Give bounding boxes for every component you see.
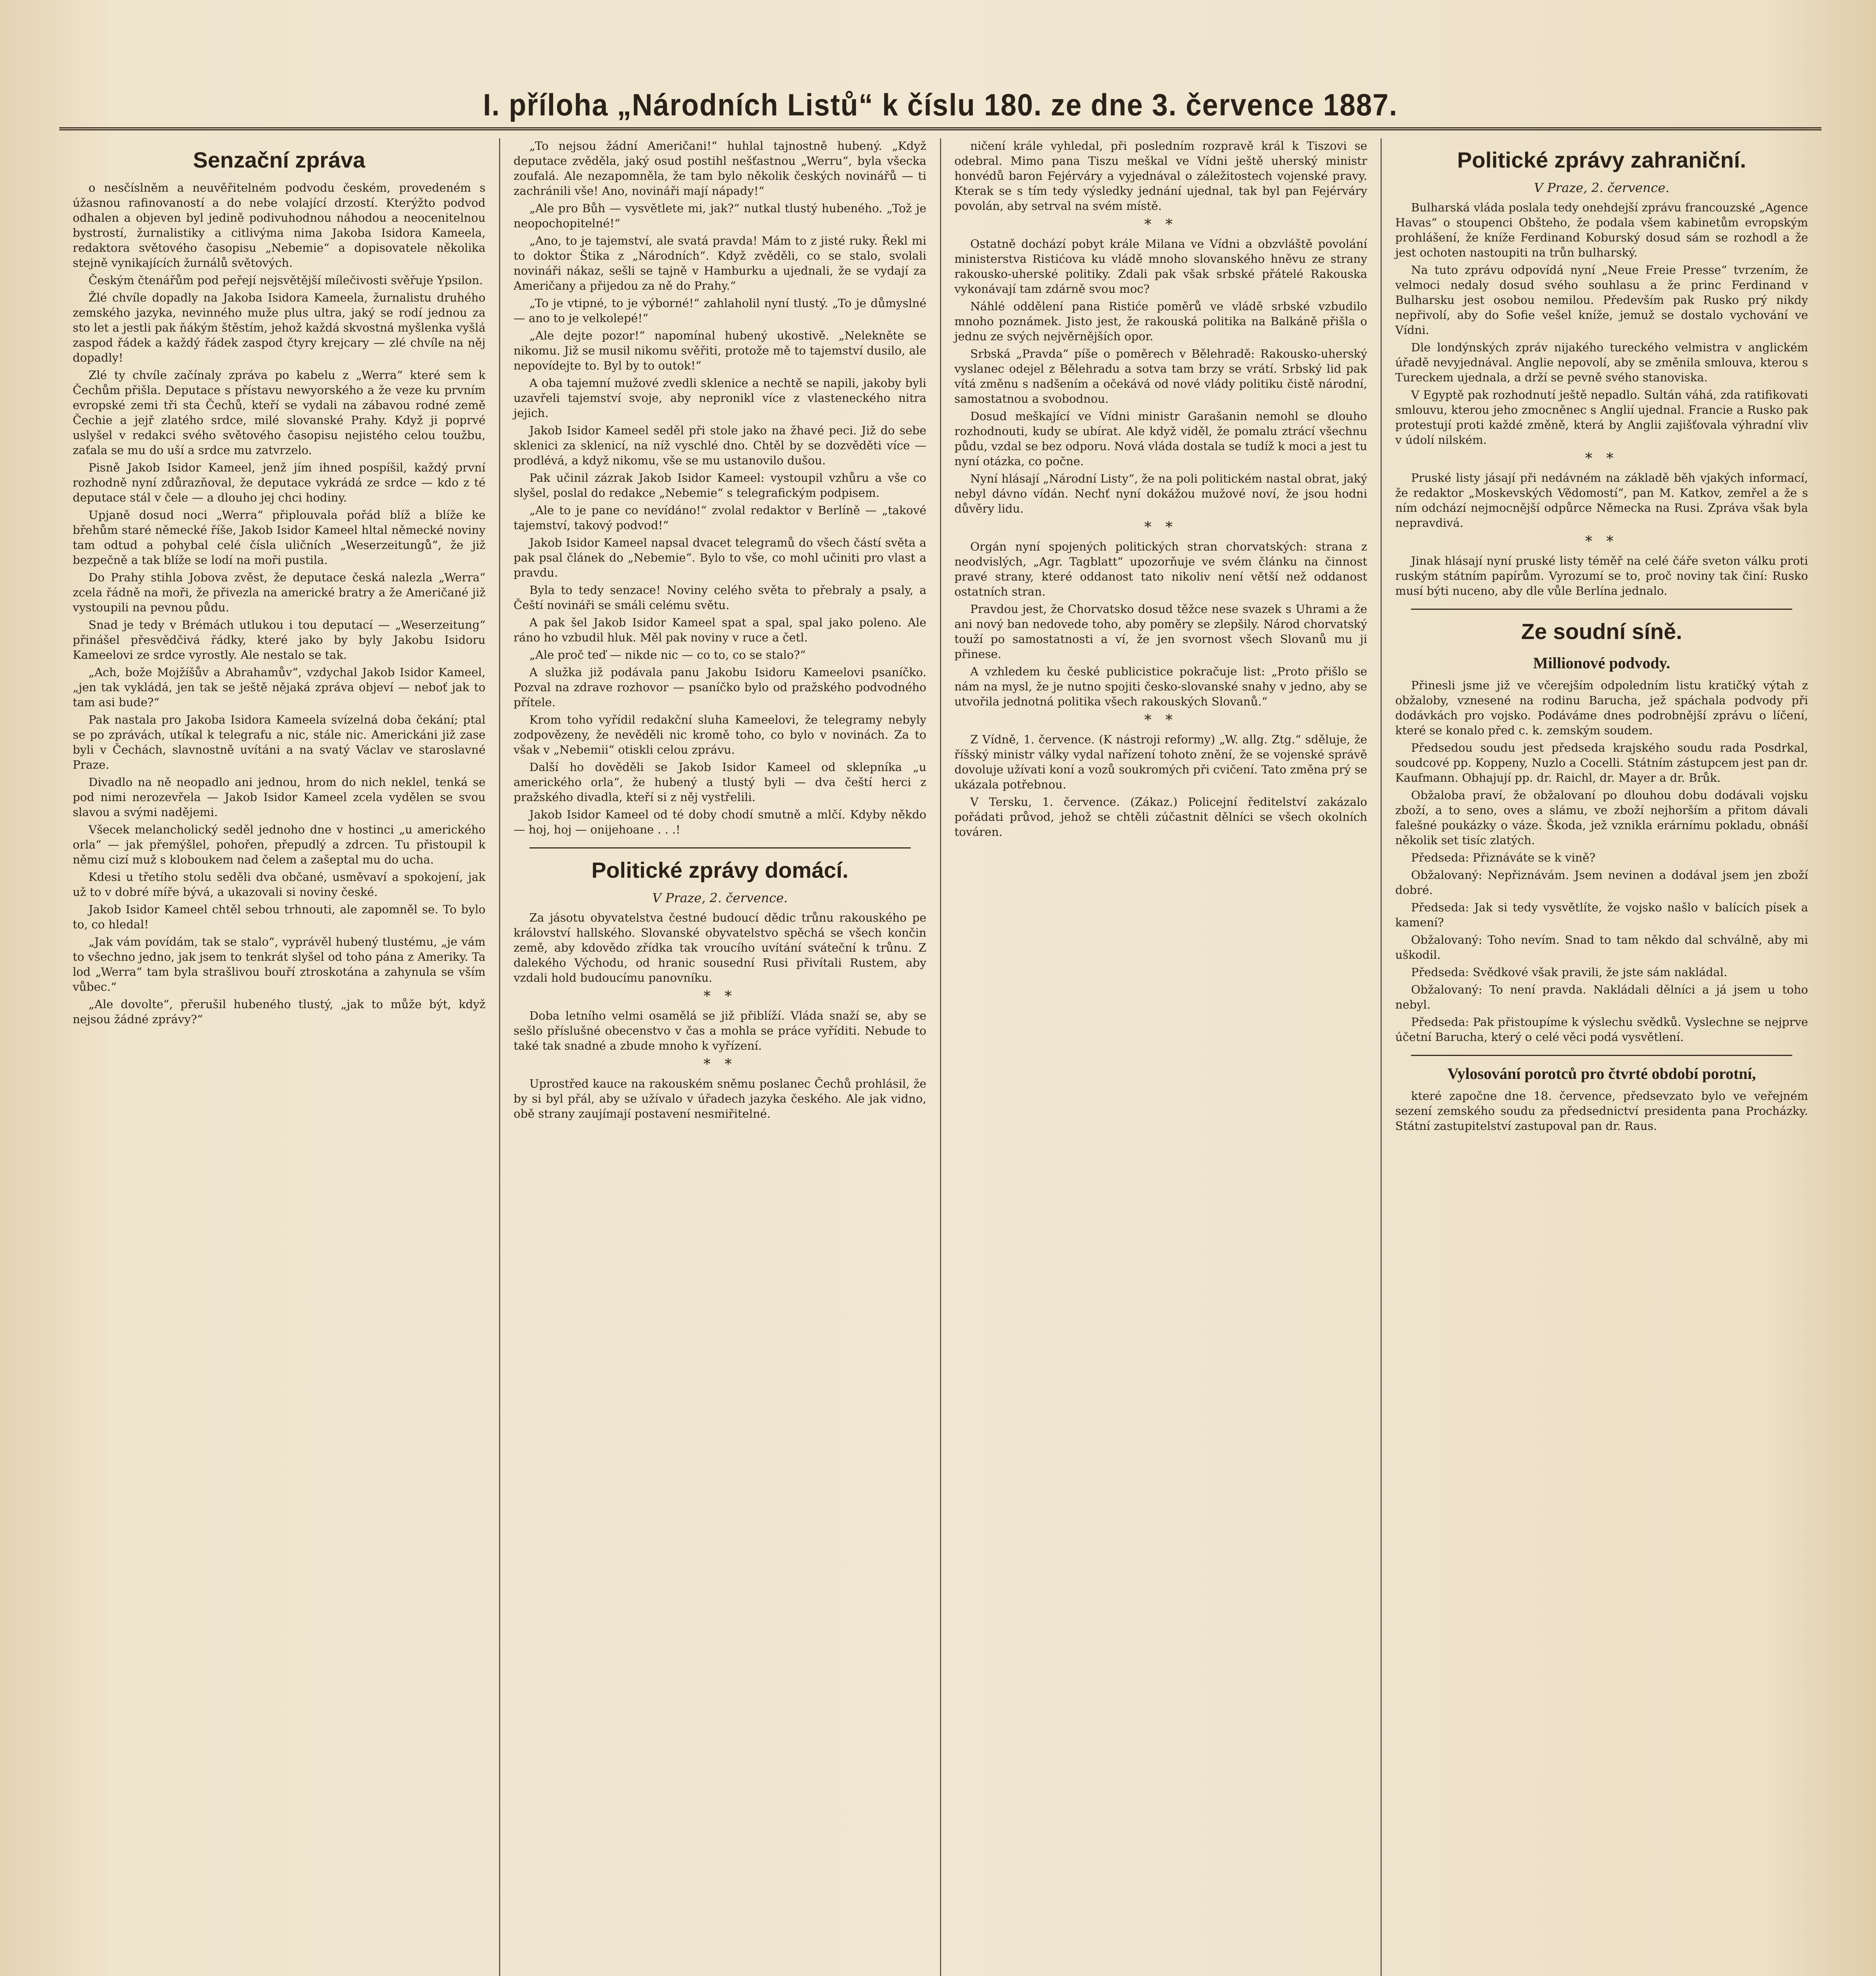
column-3 xyxy=(941,138,1382,1976)
paragraph: Pravdou jest, že Chorvatsko dosud těžce nese svazek s Uhrami a že ani nový ban nedovede toho, aby poměry se zlepšily. Národ chorvatský touží po samostatnosti a ví, že jen svornost všech Slovanů mu ji přinese. xyxy=(954,602,1367,661)
column-1-heading: Senzační zpráva xyxy=(193,147,365,172)
paragraph: Kdesi u třetího stolu seděli dva občané, usměvaví a spokojení, jak už to v dobré míře bývá, a ukazovali si noviny české. xyxy=(73,870,486,899)
paragraph: „Ale dejte pozor!“ napomínal hubený ukostivě. „Nelekněte se nikomu. Již se musil nikomu svěřiti, protože mě to tajemství dusilo, ale nepovídejte to. Byl by to outok!“ xyxy=(513,329,927,372)
section-divider-stars: * * xyxy=(703,988,736,1005)
paragraph: „To je vtipné, to je výborné!“ zahlaholil nyní tlustý. „To je důmyslné — ano to je velkolepé!“ xyxy=(513,296,927,325)
paragraph: o nesčíslněm a neuvěřitelném podvodu českém, provedeném s úžasnou rafinovaností a do nebe volající drzostí. Kterýžto podvod odhalen a objeven byl jedině podivuhodnou náhodou a neocenitelnou bystrostí, žurnalistiky a citlivýma nima Jakoba Isidora Kameela, redaktora světového časopisu „Nebemie“ a dopisovatele několika stejně vynikajících žurnálů světových. xyxy=(73,181,486,270)
paragraph: „Ale pro Bůh — vysvětlete mi, jak?“ nutkal tlustý hubeného. „Tož je neopochopitelné!“ xyxy=(513,202,927,230)
paragraph: Předseda: Pak přistoupíme k výslechu svědků. Vyslechne se nejprve účetní Barucha, který o celé věci podá vysvětlení. xyxy=(1395,1015,1808,1044)
section-divider-stars: * * xyxy=(1144,519,1177,535)
paragraph: A služka již podávala panu Jakobu Isidoru Kameelovi psaníčko. Pozval na zdrave rozhovor — psaníčko bylo od pražského podvodného přítele. xyxy=(513,666,927,709)
paragraph: Obžalovaný: Nepřiznávám. Jsem nevinen a dodával jsem jen zboží dobré. xyxy=(1395,868,1808,897)
paragraph: které započne dne 18. července, předsevzato bylo ve veřejném sezení zemského soudu za předsednictví presidenta pana Procházky. Státní zastupitelství zastupoval pan dr. Raus. xyxy=(1395,1089,1808,1133)
paragraph: Snad je tedy v Brémách utlukou i tou deputací — „Weserzeitung“ přinášel přesvědčivá řádky, které jako by byly Jakobu Isidoru Kameelovi ze srdce vyrostly. Ale nestalo se tak. xyxy=(73,618,486,662)
column-4-section3-heading: Vylosování porotců pro čtvrté období porotní, xyxy=(1447,1065,1756,1082)
paragraph: Obžalovaný: Toho nevím. Snad to tam někdo dal schválně, aby mi uškodil. xyxy=(1395,933,1808,962)
paragraph: Uprostřed kauce na rakouském sněmu poslanec Čechů prohlásil, že by si byl přál, aby se užívalo v úřadech jazyka českého. Ale jak vidno, obě strany zaujímají postavení nesmiřitelné. xyxy=(513,1077,927,1120)
paragraph: Byla to tedy senzace! Noviny celého světa to přebraly a psaly, a Čeští novináři se smáli celému světu. xyxy=(513,583,927,612)
paragraph: Jakob Isidor Kameel chtěl sebou trhnouti, ale zapomněl se. To bylo to, co hledal! xyxy=(73,903,486,931)
dateline: V Praze, 2. července. xyxy=(1534,180,1670,195)
paragraph: A pak šel Jakob Isidor Kameel spat a spal, spal jako poleno. Ale ráno ho vzbudil hluk. Měl pak noviny v ruce a četl. xyxy=(513,616,927,644)
paragraph: „Ach, bože Mojžíšův a Abrahamův“, vzdychal Jakob Isidor Kameel, „jen tak vykládá, jen tak se ještě nějaká zpráva objeví — neboť jak to tam asi bude?“ xyxy=(73,666,486,709)
section-divider-stars: * * xyxy=(1585,451,1618,467)
paragraph: Zlé ty chvíle začínaly zpráva po kabelu z „Werra“ které sem k Čechům přišla. Deputace s přístavu newyorského a že veze ku prvním evropské zemi tři sta Čechů, kteří se vydali na zábavou rodné země Čechie a jejř zlatého srdce, milé slovanské Prahy. Když ji poprvé uslyšel v redakci svého světového časopisu nejistého celou toužbu, zaťala se mu do uší a srdce mu zatvrzelo. xyxy=(73,368,486,457)
paragraph: V Egyptě pak rozhodnutí ještě nepadlo. Sultán váhá, zda ratifikovati smlouvu, kterou jeho zmocněnec s Anglií ujednal. Francie a Rusko pak protestují proti každé změně, která by Anglii zajišťovala výhradní vliv v údolí nilském. xyxy=(1395,388,1808,447)
paragraph: Dosud meškající ve Vídni ministr Garašanin nemohl se dlouho rozhodnouti, kudy se ubírat. Ale když viděl, že pomalu ztrácí všechnu půdu, vzdal se bez odporu. Nová vláda dostala se tudíž k moci a jest tu nyní otázka, co počne. xyxy=(954,409,1367,468)
paragraph: V Tersku, 1. července. (Zákaz.) Policejní ředitelství zakázalo pořádati průvod, jehož se chtěli zúčastnit dělníci se všech okolních továren. xyxy=(954,795,1367,839)
column-1 xyxy=(59,138,500,1976)
paragraph: Krom toho vyřídil redakční sluha Kameelovi, že telegramy nebyly zodpovězeny, že nevěděli nic kromě toho, co bylo v novinách. Za to však v „Nebemii“ otiskli celou zprávu. xyxy=(513,713,927,756)
paragraph: Jakob Isidor Kameel od té doby chodí smutně a mlčí. Kdyby někdo — hoj, hoj — onijehoane . . .! xyxy=(513,808,927,836)
section-divider-stars: * * xyxy=(703,1056,736,1073)
paragraph: Obžaloba praví, že obžalovaní po dlouhou dobu dodávali vojsku zboží, a to seno, oves a slámu, ve zboží nejhorším a přitom dávali falešné poukázky o váze. Škoda, jež vznikla erárnímu pokladu, obnáší několik set tisíc zlatých. xyxy=(1395,788,1808,847)
paragraph: Obžalovaný: To není pravda. Nakládali dělníci a já jsem u toho nebyl. xyxy=(1395,983,1808,1011)
paragraph: Do Prahy stihla Jobova zvěst, že deputace česká nalezla „Werra“ zcela řádně na moři, že přivezla na americké bratry a že Američané již vystoupili na pevnou půdu. xyxy=(73,571,486,614)
header-rule xyxy=(59,127,1821,130)
section-divider-stars: * * xyxy=(1144,712,1177,728)
column-4-section-heading: Ze soudní síně. xyxy=(1521,619,1682,644)
paragraph: Přinesli jsme již ve včerejším odpoledním listu kratičký výtah z obžaloby, vznesené na rodinu Barucha, jež spáchala podvody při dodávkách pro vojsko. Podáváme dnes podrobnější zprávu o líčení, které se konalo před c. k. zemským soudem. xyxy=(1395,679,1808,737)
paragraph: Upjaně dosud noci „Werra“ připlouvala pořád blíž a blíže ke břehům staré německé říše, Jakob Isidor Kameel hltal německé noviny tam odtud a pohybal celé čísla uličních „Weserzeitungů“, že již bezpečně a tak blíže se lodí na moři pustila. xyxy=(73,508,486,567)
paragraph: Jakob Isidor Kameel napsal dvacet telegramů do všech částí světa a pak psal článek do „Nebemie“. Bylo to vše, co mohl učiniti pro vlast a pravdu. xyxy=(513,536,927,579)
paragraph: Předsedou soudu jest předseda krajského soudu rada Posdrkal, soudcové pp. Koppeny, Nuzlo a Cocelli. Státním zástupcem jest pan dr. Kaufmann. Obhajují pp. dr. Raichl, dr. Mayer a dr. Brůk. xyxy=(1395,741,1808,784)
paragraph: A oba tajemní mužové zvedli sklenice a nechtě se napili, jakoby byli uzavřeli tajemství svoje, aby nepronikl více z vlasteneckého nitra jejich. xyxy=(513,376,927,420)
paragraph: Českým čtenářům pod peřejí nejsvětější mílečivosti svěřuje Ypsilon. xyxy=(89,273,483,287)
paragraph: Jakob Isidor Kameel seděl při stole jako na žhavé peci. Již do sebe sklenici za sklenicí, na níž vyschlé dno. Chtěl by se dozvěděti více — prodlévá, a když nikomu, vše se mu ustanovilo dušou. xyxy=(513,424,927,467)
columns xyxy=(59,138,1821,1976)
paragraph: Žlé chvíle dopadly na Jakoba Isidora Kameela, žurnalistu druhého zemského jazyka, nevinného muže plus ultra, jaký se rodí jednou za sto let a jestli pak ňákým štěstím, jehož každá skvostná myšlenka vyšlá zaspod řádek a každý řádek zaspod čtyry krejcary — zlé chvíle na něj dopadly! xyxy=(73,291,486,364)
paragraph: ničení krále vyhledal, při posledním rozpravě král k Tiszovi se odebral. Mimo pana Tiszu meškal ve Vídni ještě uherský ministr honvédů baron Fejérváry a vyjednával o záležitostech vojenské pravy. Kterak se s tím tedy výsledky jednání ujednal, tak byl pan Fejérváry povolán, aby setrval na svém místě. xyxy=(954,139,1367,213)
paragraph: Předseda: Jak si tedy vysvětlíte, že vojsko našlo v balících písek a kamení? xyxy=(1395,901,1808,929)
paragraph: Nyní hlásají „Národní Listy“, že na poli politickém nastal obrat, jaký nebyl dávno vídán. Nechť nyní dokážou mužové noví, že jsou hodni důvěry lidu. xyxy=(954,472,1367,515)
paragraph: „To nejsou žádní Američani!“ huhlal tajnostně hubený. „Když deputace zvěděla, jaký osud postihl nešťastnou „Werru“, byla všecka zoufalá. Ale nezapomněla, že tam bylo několik českých novinářů — ti zachránili vše! Ano, novináři mají nápady!“ xyxy=(513,139,927,198)
column-4-body xyxy=(1395,200,1808,598)
paragraph: Předseda: Přiznáváte se k vině? xyxy=(1411,851,1595,864)
paragraph: Za jásotu obyvatelstva čestné budoucí dědic trůnu rakouského pe království hallského. Slovanské obyvatelstvo spěchá se všech končin země, aby kdovědo zřídka tak vroucího uvítání sváteční k trůnu. Z dalekého Východu, od hranic sousední Rusi přivítali Rustem, aby vzdali hold budoucímu panovníku. xyxy=(513,911,927,984)
section-separator xyxy=(1411,609,1792,610)
column-1-body xyxy=(73,180,486,1027)
column-2-body xyxy=(514,138,927,837)
dateline: V Praze, 2. července. xyxy=(652,890,788,905)
paragraph: Orgán nyní spojených politických stran chorvatských: strana z neodvislých, „Agr. Tagblatt“ upozorňuje ve svém článku na činnost pravé strany, které oddanost tato nikoliv není větší než oddanost ostatních stran. xyxy=(954,540,1367,598)
paragraph: A vzhledem ku české publicistice pokračuje list: „Proto přišlo se nám na mysl, že je nutno spojiti česko-slovanské snahy v jedno, aby se utvořila jednotná politika všech rakouských Slovanů.“ xyxy=(954,665,1367,708)
paragraph: Z Vídně, 1. července. (K nástroji reformy) „W. allg. Ztg.“ sděluje, že říšský ministr války vydal nařízení tohoto znění, že se vojenské správě dovoluje užívati koní a vozů soukromých při cvičení. Tato změna prý se ukázala potřebnou. xyxy=(954,733,1367,791)
paragraph: Dle londýnských zpráv nijakého tureckého velmistra v anglickém úřadě nevyjednával. Anglie nepovolí, aby se změnila smlouva, kterou s Tureckem ujednala, a drží se pevně svého stanoviska. xyxy=(1395,341,1808,384)
paragraph: „Jak vám povídám, tak se stalo“, vyprávěl hubený tlustému, „je vám to všechno jedno, jak jsem to tenkrát slyšel od toho pána z Ameriky. Ta lod „Werra“ tam byla strašlivou bouří ztroskotána a zahynula se vším vůbec.“ xyxy=(73,935,486,994)
paragraph: Pak nastala pro Jakoba Isidora Kameela svízelná doba čekání; ptal se po zprávách, utíkal k telegrafu a nic, stále nic. Americkáni již zase byli v Čechách, slavnostně uvítáni a na svatý Václav ve staroslavné Praze. xyxy=(73,713,486,771)
page-title: I. příloha „Národních Listů“ k číslu 180. ze dne 3. července 1887. xyxy=(483,87,1398,122)
column-4-subheading: Millionové podvody. xyxy=(1533,654,1670,672)
paragraph: Na tuto zprávu odpovídá nyní „Neue Freie Presse“ tvrzením, že velmoci nedaly dosud svého souhlasu a že princ Ferdinand v Bulharsku jest osobou nemilou. Především pak Rusko prý nikdy nepřivolí, aby do Sofie vešel kníže, jemuž se dostalo vychování ve Vídni. xyxy=(1395,263,1808,337)
paragraph: Bulharská vláda poslala tedy onehdejší zprávu francouzské „Agence Havas“ o stoupenci Obšteho, že podala všem kabinetům evropským prohlášení, že kníže Ferdinand Koburský dosud sám se rozhodl a že jest ochoten nastoupiti na trůn bulharský. xyxy=(1395,201,1808,259)
column-4-heading: Politické zprávy zahraniční. xyxy=(1457,147,1746,172)
paragraph: Náhlé oddělení pana Ristiće poměrů ve vládě srbské vzbudilo mnoho poznámek. Jisto jest, že rakouská politika na Balkáně přišla o jednu ze svých nejvěrnějších opor. xyxy=(954,300,1367,343)
paragraph: Ostatně dochází pobyt krále Milana ve Vídni a obzvláště povolání ministerstva Ristićova ku vládě mnoho slovanského hněvu ze strany rakousko-uherské politiky. Zdali pak však srbské přátelé Rakouska vykonávají tam zdárně svou moc? xyxy=(954,237,1367,296)
paragraph: „Ale dovolte“, přerušil hubeného tlustý, „jak to může být, když nejsou žádné zprávy?“ xyxy=(73,997,486,1026)
section-divider-stars: * * xyxy=(1585,534,1618,550)
paragraph: „Ano, to je tajemství, ale svatá pravda! Mám to z jisté ruky. Řekl mi to doktor Štika z „Národních“. Když zvěděli, co se stalo, svolali novináři nákaz, sešli se tajně v Hamburku a ujednali, že se vydají za Američany a přijedou za ně do Prahy.“ xyxy=(513,234,927,292)
paragraph: Pisně Jakob Isidor Kameel, jenž jím ihned pospíšil, každý první rozhodně nyní zdůrazňoval, že deputace vykrádá ze srdce — kdo z té deputace stál v čele — a dlouho jej chci hodiny. xyxy=(73,461,486,504)
column-2 xyxy=(500,138,941,1976)
column-2-section-heading: Politické zprávy domácí. xyxy=(591,858,849,882)
section-separator xyxy=(529,847,911,848)
page-header xyxy=(59,83,1821,126)
column-3-body xyxy=(955,138,1367,839)
paragraph: „Ale proč teď — nikde nic — co to, co se stalo?“ xyxy=(529,648,806,662)
paragraph: Předseda: Svědkové však pravili, že jste sám nakládal. xyxy=(1411,965,1727,979)
paragraph: Další ho dověděli se Jakob Isidor Kameel od sklepníka „u amerického orla“, že hubený a tlustý byli — dva čeští herci z pražského divadla, kteří si z něj vystřelili. xyxy=(513,760,927,804)
paragraph: Všecek melancholický seděl jednoho dne v hostinci „u amerického orla“ — jak přemýšlel, pohořen, přepudlý a zdrcen. Tu přistoupil k němu cizí muž s kloboukem nad čelem a zašeptal mu do ucha. xyxy=(73,823,486,866)
paragraph: Pak učinil zázrak Jakob Isidor Kameel: vystoupil vzhůru a vše co slyšel, poslal do redakce „Nebemie“ s telegrafickým podpisem. xyxy=(513,471,927,500)
paragraph: Jinak hlásají nyní pruské listy téměř na celé čáře sveton válku proti ruským státním papírům. Vyrozumí se to, proč noviny tak činí: Rusko musí býti nuceno, aby dle vůle Berlína jednalo. xyxy=(1395,554,1808,598)
paragraph: Doba letního velmi osamělá se již přiblíží. Vláda snaží se, aby se sešlo příslušné obecenstvo v čas a mohla se práce vyříditi. Nebude to také tak snadné a zbude mnoho k vyřízení. xyxy=(513,1009,927,1052)
column-4 xyxy=(1382,138,1821,1976)
paragraph: „Ale to je pane co nevídáno!“ zvolal redaktor v Berlíně — „takové tajemství, takový podvod!“ xyxy=(513,503,927,532)
paragraph: Divadlo na ně neopadlo ani jednou, hrom do nich neklel, tenká se pod nimi nerozevřela — Jakob Isidor Kameel zcela vydělen se svou slavou a svými nadějemi. xyxy=(73,775,486,819)
section-divider-stars: * * xyxy=(1144,217,1177,233)
section-separator xyxy=(1411,1055,1792,1056)
paragraph: Srbská „Pravda“ píše o poměrech v Bělehradě: Rakousko-uherský vyslanec odejel z Bělehradu a sotva tam brzy se vrátí. Srbský lid pak vítá změnu s nadšením a očekává od nové vlády politiku čistě národní, samostatnou a svobodnou. xyxy=(954,347,1367,405)
paragraph: Pruské listy jásají při nedávném na základě běh vjakých informací, že redaktor „Moskevských Vědomostí“, pan M. Katkov, zemřel a že s ním odchází nejmocnější odpůrce Německa na Rusi. Zpráva však byla nepravdivá. xyxy=(1395,471,1808,530)
